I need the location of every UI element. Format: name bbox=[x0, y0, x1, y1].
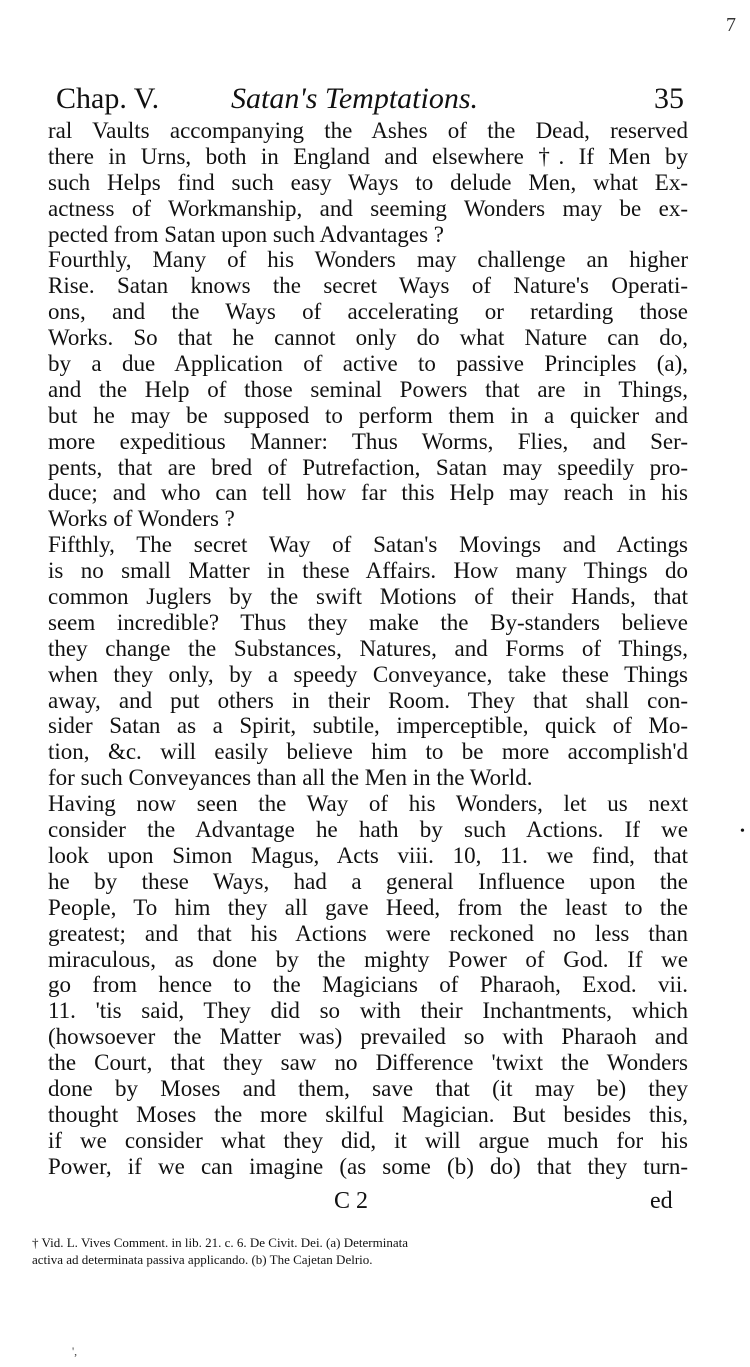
text-line: they change the Substances, Natures, and Forms of Things, bbox=[48, 635, 688, 661]
text-line: Fourthly, Many of his Wonders may challenge an higher bbox=[48, 247, 688, 273]
text-line: Fifthly, The secret Way of Satan's Movings and Actings bbox=[48, 532, 688, 558]
text-line: consider the Advantage he hath by such Actions. If we bbox=[48, 817, 688, 843]
body-text bbox=[48, 118, 688, 1180]
text-line: go from hence to the Magicians of Pharaoh, Exod. vii. bbox=[48, 972, 688, 998]
text-line: seem incredible? Thus they make the By-standers believe bbox=[48, 609, 688, 635]
text-line: done by Moses and them, save that (it may be) they bbox=[48, 1075, 688, 1101]
text-line: Works of Wonders ? bbox=[48, 506, 235, 532]
text-line: look upon Simon Magus, Acts viii. 10, 11. we find, that bbox=[48, 842, 688, 868]
text-line: he by these Ways, had a general Influence upon the bbox=[48, 868, 688, 894]
text-line: for such Conveyances than all the Men in the World. bbox=[48, 765, 533, 791]
text-line: Rise. Satan knows the secret Ways of Nature's Operati- bbox=[48, 273, 688, 299]
text-line: ral Vaults accompanying the Ashes of the Dead, reserved bbox=[48, 118, 688, 143]
margin-dot: • bbox=[740, 824, 745, 839]
text-line: ons, and the Ways of accelerating or retarding those bbox=[48, 299, 688, 325]
text-line: if we consider what they did, it will argue much for his bbox=[48, 1127, 688, 1153]
running-title: Satan's Temptations. bbox=[231, 82, 479, 115]
text-line: actness of Workmanship, and seeming Wonders may be ex- bbox=[48, 195, 688, 221]
text-line: away, and put others in their Room. They that shall con- bbox=[48, 687, 688, 713]
chapter-label: Chap. V. bbox=[56, 82, 160, 115]
text-line: sider Satan as a Spirit, subtile, imperceptible, quick of Mo- bbox=[48, 713, 688, 739]
corner-mark: 7 bbox=[726, 14, 736, 36]
text-line: People, To him they all gave Heed, from the least to the bbox=[48, 894, 688, 920]
text-line: there in Urns, both in England and elsewhere †. If Men by bbox=[48, 143, 688, 169]
text-line: is no small Matter in these Affairs. How many Things do bbox=[48, 558, 688, 584]
text-line: Works. So that he cannot only do what Nature can do, bbox=[48, 325, 688, 351]
text-line: Having now seen the Way of his Wonders, let us next bbox=[48, 791, 688, 817]
text-line: duce; and who can tell how far this Help may reach in his bbox=[48, 480, 688, 506]
text-line: by a due Application of active to passive Principles (a), bbox=[48, 351, 688, 377]
text-line: but he may be supposed to perform them in a quicker and bbox=[48, 402, 688, 428]
text-line: thought Moses the more skilful Magician. But besides this, bbox=[48, 1101, 688, 1127]
footnotes bbox=[32, 1234, 702, 1268]
footnote-line: activa ad determinata passiva applicando. (b) The Cajetan Delrio. bbox=[32, 1252, 373, 1267]
page-number: 35 bbox=[654, 82, 684, 115]
text-line: more expeditious Manner: Thus Worms, Flies, and Ser- bbox=[48, 428, 688, 454]
text-line: pected from Satan upon such Advantages ? bbox=[48, 221, 444, 247]
text-line: (howsoever the Matter was) prevailed so with Pharaoh and bbox=[48, 1024, 688, 1050]
text-line: greatest; and that his Actions were reckoned no less than bbox=[48, 920, 688, 946]
running-header bbox=[56, 82, 684, 122]
text-line: common Juglers by the swift Motions of their Hands, that bbox=[48, 584, 688, 610]
text-line: the Court, that they saw no Difference 'twixt the Wonders bbox=[48, 1050, 688, 1076]
text-line: tion, &c. will easily believe him to be more accomplish'd bbox=[48, 739, 688, 765]
text-line: miraculous, as done by the mighty Power of God. If we bbox=[48, 946, 688, 972]
text-line: Power, if we can imagine (as some (b) do) that they turn- bbox=[48, 1153, 688, 1179]
text-line: and the Help of those seminal Powers that are in Things, bbox=[48, 376, 688, 402]
bottom-mark: ', bbox=[72, 1344, 78, 1358]
catchword: ed bbox=[650, 1188, 673, 1214]
footnote-line: † Vid. L. Vives Comment. in lib. 21. c. 6. De Civit. Dei. (a) Determinata bbox=[32, 1235, 408, 1250]
text-line: 11. 'tis said, They did so with their Inchantments, which bbox=[48, 998, 688, 1024]
text-line: such Helps find such easy Ways to delude Men, what Ex- bbox=[48, 169, 688, 195]
text-line: pents, that are bred of Putrefaction, Satan may speedily pro- bbox=[48, 454, 688, 480]
signature-mark: C 2 bbox=[334, 1188, 369, 1214]
text-line: when they only, by a speedy Conveyance, take these Things bbox=[48, 661, 688, 687]
